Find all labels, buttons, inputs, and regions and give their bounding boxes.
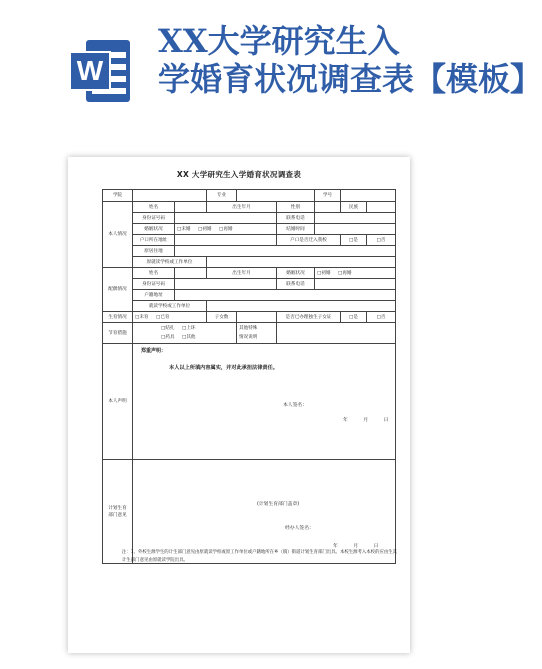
checkbox-only-child-yes[interactable]: □是 (341, 312, 367, 323)
cell-id-value[interactable] (175, 213, 277, 224)
cell-children-value[interactable] (237, 312, 277, 323)
cell-spouse-id-value[interactable] (175, 279, 277, 290)
checkbox-not-born[interactable]: □未育 (135, 314, 149, 320)
table-row (103, 235, 396, 246)
plan-sign: 经办人签名： (285, 526, 314, 531)
document-page (68, 157, 410, 653)
cell-marital-label: 婚姻状况 (133, 224, 175, 235)
cell-ethnicity-label: 民族 (341, 202, 367, 213)
banner-header (0, 0, 542, 120)
checkbox-first-marriage[interactable]: □初婚 (198, 226, 212, 232)
cell-orig-unit-value[interactable] (207, 257, 396, 268)
table-row (103, 246, 396, 257)
birth-status-options (133, 312, 207, 323)
cell-orig-unit-label: 原就读学校或工作单位 (133, 257, 207, 268)
cell-birth-status-label: 生育情况 (103, 312, 133, 323)
cell-spouse-name-value[interactable] (175, 268, 207, 279)
cell-other-special-label (237, 323, 277, 344)
cell-major-value[interactable] (237, 190, 315, 202)
cell-hukou-value[interactable] (175, 235, 277, 246)
cell-spouse-marital-label: 婚姻状况 (277, 268, 315, 279)
cell-children-label: 子女数 (207, 312, 237, 323)
declaration-title: 郑重声明： (141, 348, 167, 354)
checkbox-pill[interactable]: □药具 (161, 335, 175, 340)
table-row (103, 279, 396, 290)
cell-spouse-phone-label: 联系电话 (277, 279, 315, 290)
checkbox-iud[interactable]: □结扎 (161, 326, 175, 331)
cell-major-label: 专业 (207, 190, 237, 202)
checkbox-spouse-first[interactable]: □初婚 (317, 270, 331, 276)
cell-gender-label: 性别 (277, 202, 315, 213)
cell-hukou-label: 户口所在地址 (133, 235, 175, 246)
header-title-line1: XX大学研究生入 (158, 22, 400, 60)
table-row (103, 323, 396, 344)
table-row (103, 257, 396, 268)
contraception-row-1 (135, 324, 234, 333)
cell-spouse-unit-label: 就读学校或工作单位 (133, 301, 207, 312)
checkbox-hukou-no[interactable]: □否 (367, 235, 396, 246)
cell-department-value[interactable] (133, 190, 207, 202)
word-doc-icon (68, 38, 132, 104)
cell-name-value[interactable] (175, 202, 207, 213)
survey-form-table (102, 189, 396, 564)
cell-marriage-time-label: 结婚时间 (277, 224, 315, 235)
cell-department-label: 学院 (103, 190, 133, 202)
table-row (103, 224, 396, 235)
other-special-text: 其他特殊 (239, 326, 258, 331)
checkbox-only-child-no[interactable]: □否 (367, 312, 396, 323)
cell-spouse-birth-label: 出生年月 (207, 268, 277, 279)
contraception-options (133, 323, 237, 344)
contraception-row-2 (135, 333, 234, 342)
plan-opinion-cell (133, 460, 396, 564)
cell-origin-value[interactable] (175, 246, 396, 257)
cell-other-special-value[interactable] (277, 323, 396, 344)
cell-id-label: 身份证号码 (133, 213, 175, 224)
section-self-label: 本人情况 (103, 202, 133, 268)
situation-desc-text: 情况说明 (239, 335, 258, 340)
table-row (103, 460, 396, 564)
table-row (103, 312, 396, 323)
section-self-declare-label: 本人声明 (103, 344, 133, 460)
checkbox-unmarried[interactable]: □未婚 (177, 226, 191, 232)
cell-spouse-unit-value[interactable] (207, 301, 396, 312)
section-family-plan-label: 计划生育部门意见 (103, 460, 133, 564)
footnote: 注：1、外校生源学生的计生部门意见由原就读学校或原工作单位或户籍地所在乡（镇）街道计划生育部门出具。本校生源考入本校的应由生其计生部门意见由原就读学院出具。 (122, 550, 398, 563)
cell-marriage-time-value[interactable] (315, 224, 396, 235)
checkbox-hukou-yes[interactable]: □是 (341, 235, 367, 246)
table-row (103, 202, 396, 213)
cell-hukou-at-school-label: 户口是否迁入我校 (277, 235, 341, 246)
cell-spouse-phone-value[interactable] (315, 279, 396, 290)
cell-only-child-label: 是否已办理独生子女证 (277, 312, 341, 323)
checkbox-born[interactable]: □已育 (156, 314, 170, 320)
checkbox-ring[interactable]: □上环 (182, 326, 196, 331)
cell-spouse-hukou-label: 户籍地址 (133, 290, 175, 301)
checkbox-other[interactable]: □其他 (182, 335, 196, 340)
declaration-date: 年 月 日 (343, 418, 389, 423)
cell-spouse-hukou-value[interactable] (175, 290, 396, 301)
declaration-sign: 本人签名： (283, 403, 307, 408)
plan-stamp: (计划生育部门盖章) (257, 502, 300, 507)
cell-phone-value[interactable] (315, 213, 396, 224)
table-row (103, 290, 396, 301)
cell-gender-value[interactable] (315, 202, 341, 213)
marital-options (175, 224, 277, 235)
table-row (103, 190, 396, 202)
svg-text:W: W (76, 55, 104, 86)
cell-phone-label: 联系电话 (277, 213, 315, 224)
checkbox-spouse-remarried[interactable]: □再婚 (338, 270, 352, 276)
table-row (103, 301, 396, 312)
cell-spouse-id-label: 身份证号码 (133, 279, 175, 290)
declaration-text: 本人以上所填内容属实，并对此承担法律责任。 (169, 365, 278, 371)
cell-name-label: 姓名 (133, 202, 175, 213)
declaration-cell (133, 344, 396, 460)
cell-spouse-name-label: 姓名 (133, 268, 175, 279)
table-row (103, 268, 396, 279)
cell-student-no-value[interactable] (341, 190, 396, 202)
header-title-line2: 学婚育状况调查表【模板】 (158, 60, 542, 98)
header-title (158, 22, 542, 98)
section-spouse-label: 配偶情况 (103, 268, 133, 312)
cell-origin-label: 原居住地 (133, 246, 175, 257)
table-row (103, 344, 396, 460)
spouse-marital-options (315, 268, 396, 279)
table-row (103, 213, 396, 224)
cell-student-no-label: 学号 (315, 190, 341, 202)
checkbox-remarried[interactable]: □再婚 (219, 226, 233, 232)
cell-birth-label: 出生年月 (207, 202, 277, 213)
document-title: XX 大学研究生入学婚育状况调查表 (176, 170, 302, 179)
plan-date: 年 月 日 (333, 544, 379, 549)
cell-contraception-label: 节育措施 (103, 323, 133, 344)
cell-ethnicity-value[interactable] (367, 202, 396, 213)
